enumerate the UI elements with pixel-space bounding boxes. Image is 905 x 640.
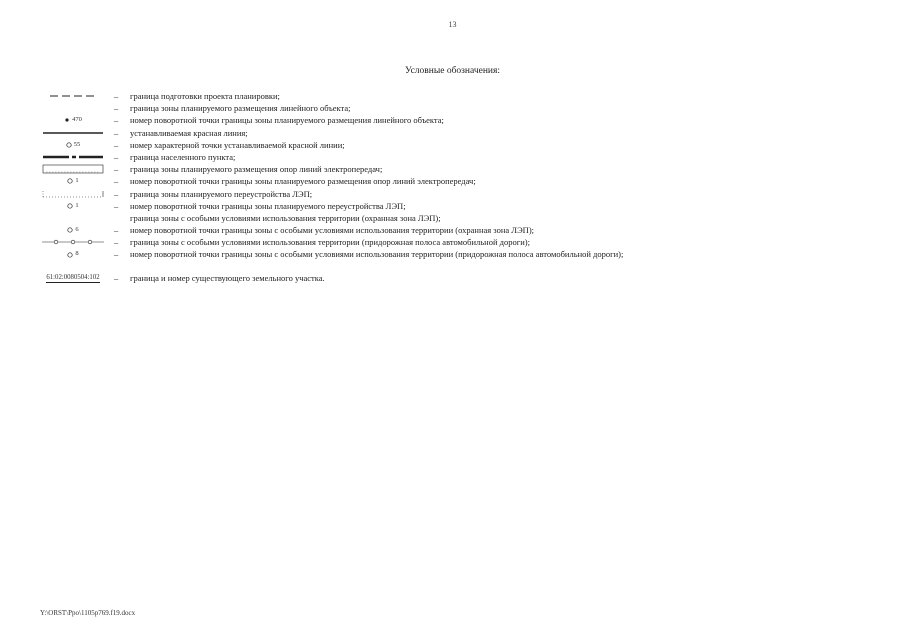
point-marker-icon — [64, 117, 70, 123]
legend-item — [40, 151, 660, 163]
legend-description: граница населенного пункта; — [130, 151, 236, 162]
symbol-label: 1 — [75, 177, 79, 185]
legend-description: номер поворотной точки границы зоны с особыми условиями использования территории (охранная зона ЛЭП); — [130, 225, 535, 236]
legend-symbol — [40, 90, 106, 102]
symbol-label: 55 — [73, 140, 81, 148]
legend-item — [40, 224, 660, 236]
legend-item — [40, 272, 660, 284]
legend-symbol — [40, 200, 106, 212]
symbol-label: 8 — [75, 250, 79, 258]
circle-marker-icon — [67, 252, 73, 258]
legend-description: граница зоны с особыми условиями использования территории (охранная зона ЛЭП); — [130, 212, 441, 223]
legend-item — [40, 175, 660, 187]
circle-marker-icon — [67, 178, 73, 184]
legend-item — [40, 139, 660, 151]
legend-separator: – — [114, 91, 119, 101]
legend-item — [40, 102, 660, 114]
legend-description: номер поворотной точки границы зоны планируемого переустройства ЛЭП; — [130, 200, 406, 211]
page-number: 13 — [448, 20, 457, 29]
legend-item — [40, 236, 660, 248]
legend-symbol — [40, 236, 106, 248]
cadastral-number-label: 61:02:0080504:102 — [46, 274, 100, 282]
legend-description: граница подготовки проекта планировки; — [130, 91, 280, 101]
support-zone-box-icon — [42, 164, 104, 174]
legend-symbol — [40, 248, 106, 260]
legend-separator: – — [114, 225, 119, 236]
symbol-label: 1 — [75, 201, 79, 209]
circle-marker-icon — [66, 142, 72, 148]
legend-separator: – — [114, 249, 119, 260]
symbol-label: 470 — [72, 116, 82, 124]
legend-separator: – — [114, 200, 119, 211]
legend-separator: – — [114, 151, 119, 162]
legend-item — [40, 127, 660, 139]
roadside-zone-icon — [42, 238, 104, 246]
dashed-line-icon — [48, 93, 98, 99]
legend-separator: – — [114, 139, 119, 150]
legend-symbol — [40, 272, 106, 284]
legend-description: номер поворотной точки границы зоны планируемого размещения опор линий электропередач; — [130, 176, 476, 187]
symbol-label: 6 — [75, 226, 79, 234]
legend-symbol — [40, 163, 106, 175]
legend-separator: – — [114, 164, 119, 175]
legend-separator: – — [114, 273, 119, 284]
legend-description: граница зоны с особыми условиями использования территории (придорожная полоса автомобильной дороги); — [130, 237, 530, 248]
legend-separator: – — [114, 188, 119, 199]
legend-item — [40, 90, 660, 102]
legend-description: граница зоны планируемого размещения линейного объекта; — [130, 103, 351, 114]
legend-symbol — [40, 188, 106, 200]
legend-item — [40, 248, 660, 272]
legend-title — [0, 66, 905, 76]
red-line-icon — [43, 130, 103, 136]
file-path-footer: Y:\ORST\Ppo\1105p769.f19.docx — [40, 609, 136, 617]
circle-marker-icon — [67, 227, 73, 233]
legend-item — [40, 212, 660, 224]
legend-description: граница и номер существующего земельного участка. — [130, 273, 325, 284]
legend-symbol — [40, 212, 106, 224]
legend-separator: – — [114, 127, 119, 138]
settlement-boundary-icon — [43, 154, 103, 160]
legend-separator: – — [114, 115, 119, 126]
legend-description: номер поворотной точки границы зоны с особыми условиями использования территории (придорожная полоса автомобильной дороги); — [130, 249, 624, 260]
legend-symbol — [40, 175, 106, 187]
legend-item — [40, 200, 660, 212]
legend-separator: – — [114, 176, 119, 187]
legend-title-text: Условные обозначения: — [404, 66, 500, 76]
legend-description: граница зоны планируемого переустройства ЛЭП; — [130, 188, 313, 199]
legend-description: граница зоны планируемого размещения опор линий электропередач; — [130, 164, 383, 175]
legend-separator: – — [114, 103, 119, 114]
legend-description: номер поворотной точки границы зоны планируемого размещения линейного объекта; — [130, 115, 444, 126]
legend-description: номер характерной точки устанавливаемой красной линии; — [130, 139, 345, 150]
legend-description: устанавливаемая красная линия; — [130, 127, 248, 138]
legend-symbol — [40, 224, 106, 236]
legend-symbol — [40, 102, 106, 114]
legend-item — [40, 163, 660, 175]
circle-marker-icon — [67, 203, 73, 209]
reconstruction-zone-icon — [42, 189, 104, 199]
legend-symbol — [40, 151, 106, 163]
legend-symbol — [40, 127, 106, 139]
legend-item — [40, 188, 660, 200]
legend-item — [40, 114, 660, 126]
legend-separator: – — [114, 237, 119, 248]
legend-list — [40, 90, 660, 285]
legend-symbol — [40, 139, 106, 151]
legend-symbol — [40, 114, 106, 126]
